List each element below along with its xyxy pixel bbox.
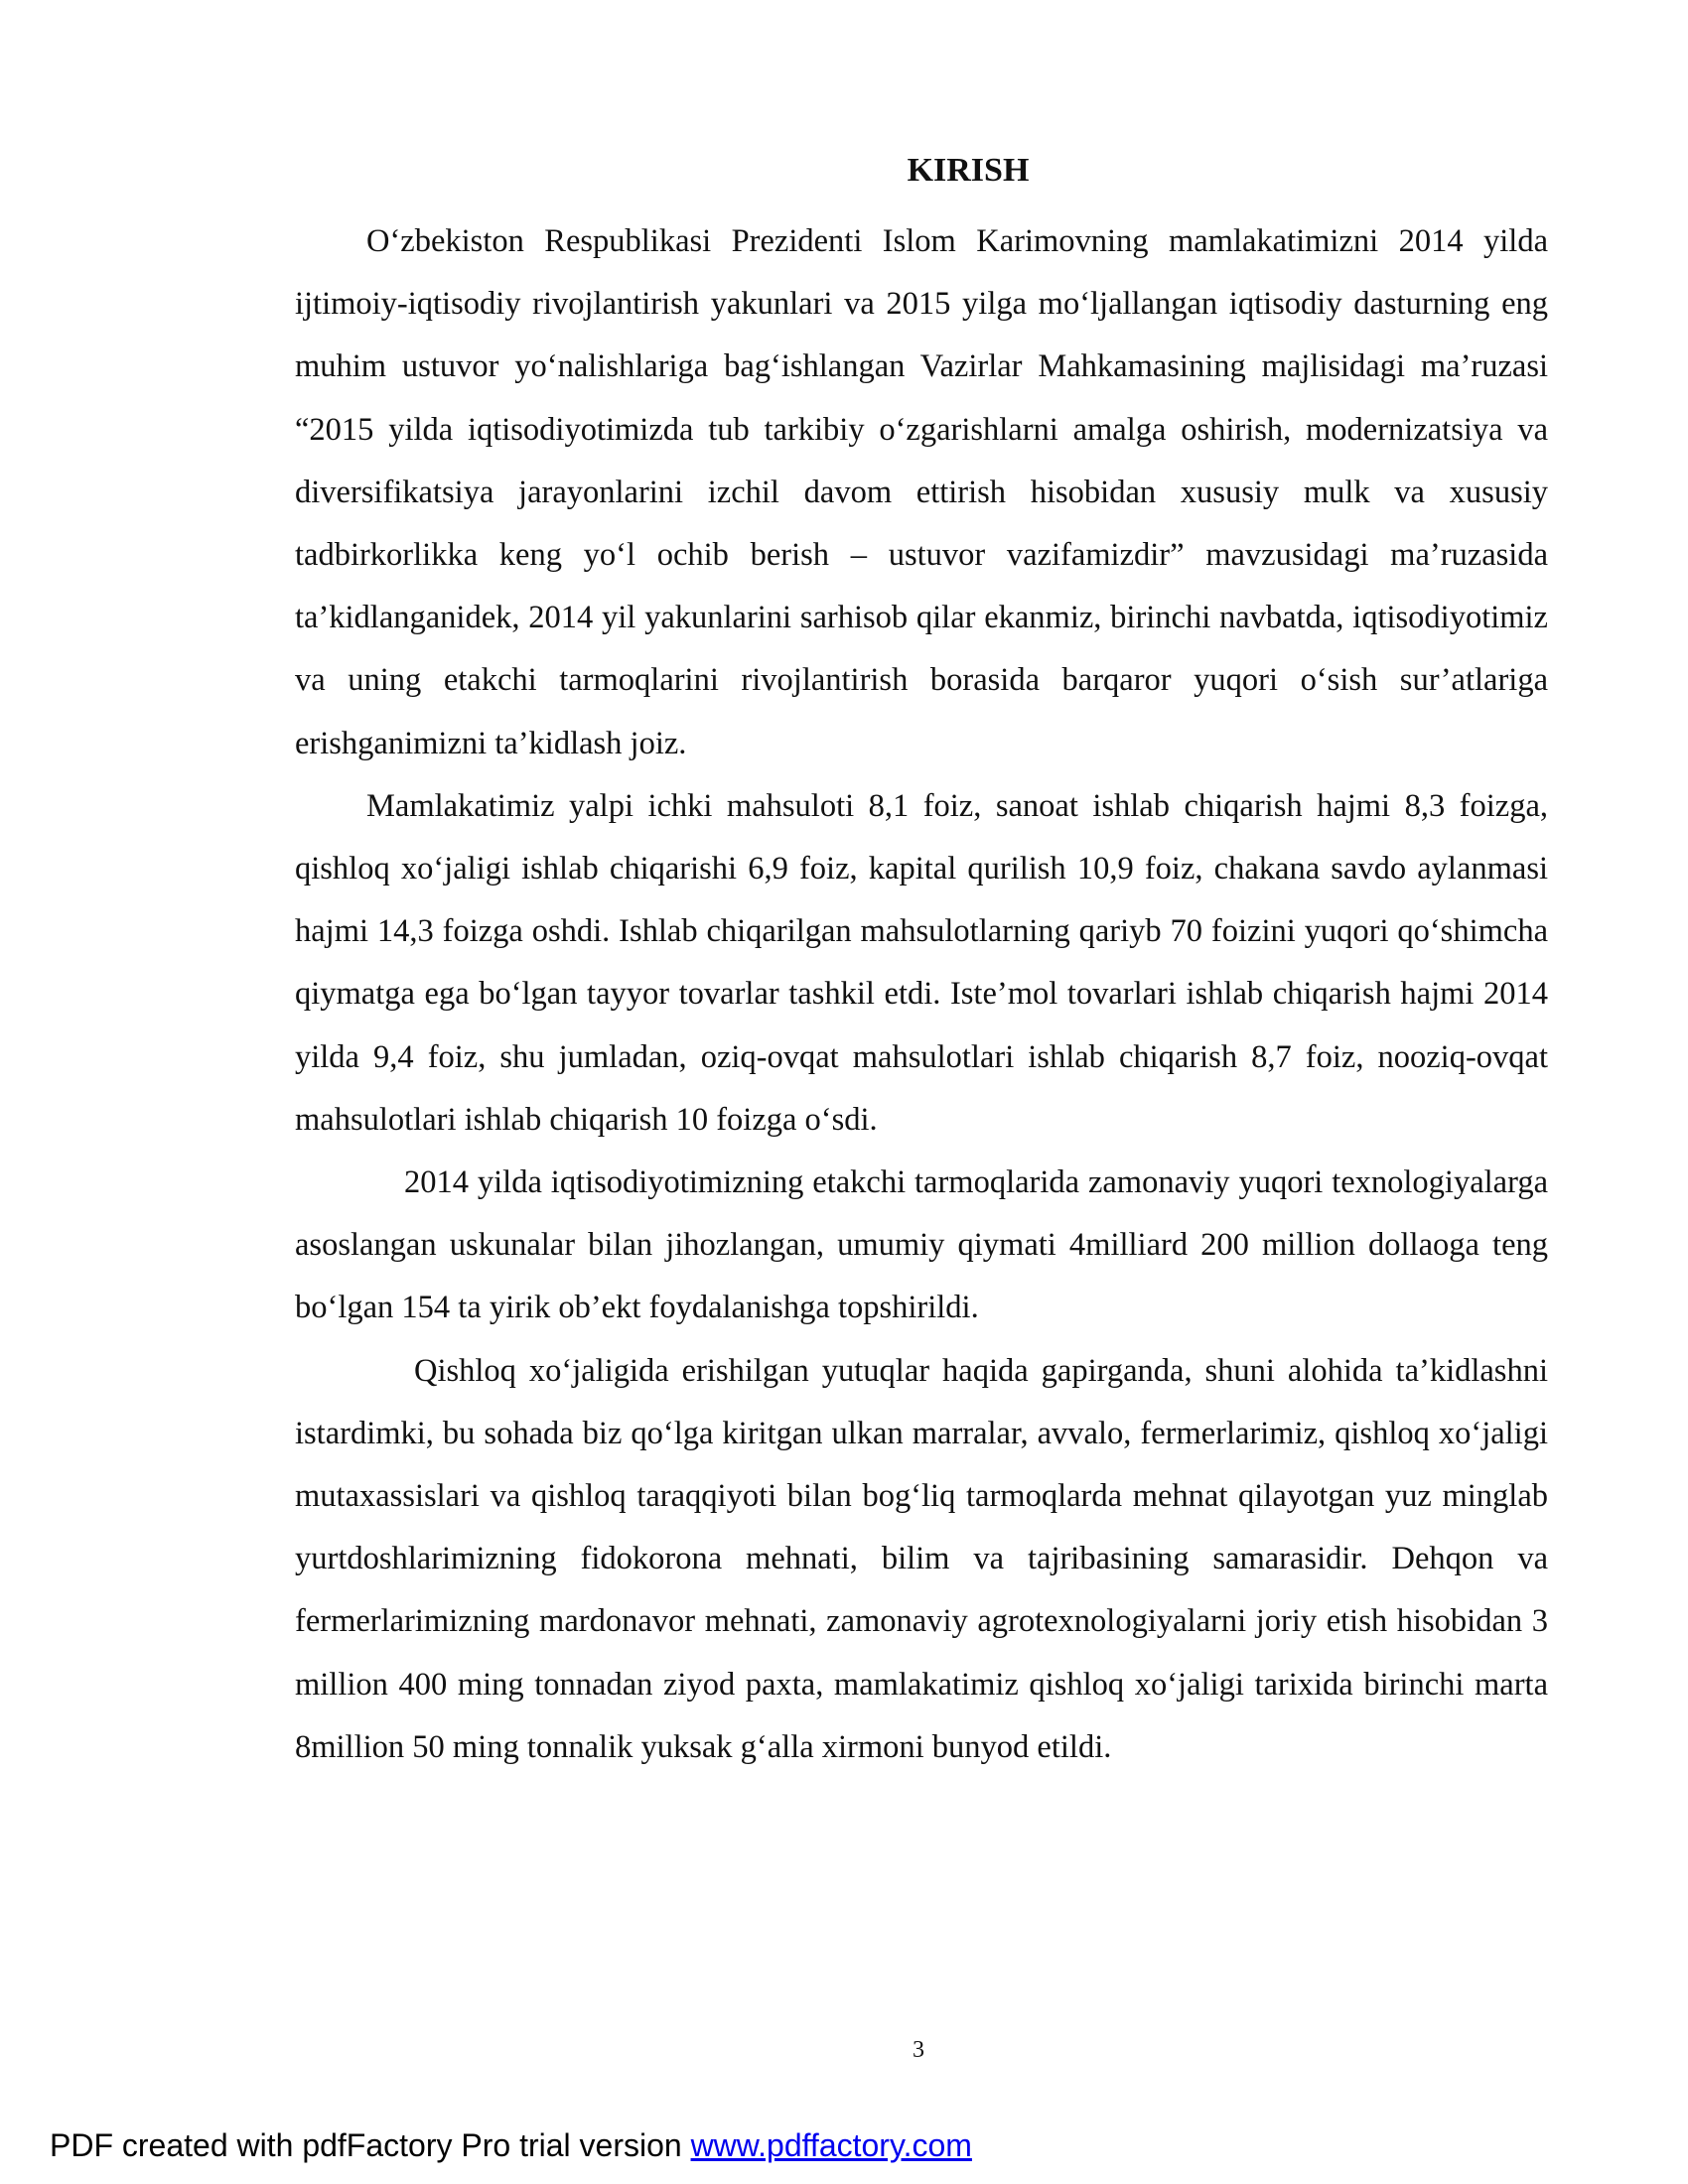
- page-number: 3: [913, 2037, 924, 2063]
- pdf-footer-notice: [50, 2125, 972, 2165]
- body-text: [295, 210, 1548, 1779]
- footer-text: PDF created with pdfFactory Pro trial version: [50, 2127, 691, 2163]
- paragraph-3: 2014 yilda iqtisodiyotimizning etakchi tarmoqlarida zamonaviy yuqori texnologiyalarga asoslangan uskunalar bilan jihozlangan, umumiy qiymati 4milliard 200 million dollaoga teng bo‘lgan 154 ta yirik ob’ekt foydalanishga topshirildi.: [295, 1164, 1548, 1326]
- paragraph-1: O‘zbekiston Respublikasi Prezidenti Islom Karimovning mamlakatimizni 2014 yilda ijtimoiy-iqtisodiy rivojlantirish yakunlari va 2015 yilga mo‘ljallangan iqtisodiy dasturning eng muhim ustuvor yo‘nalishlariga bag‘ishlangan Vazirlar Mahkamasining majlisidagi ma’ruzasi “2015 yilda iqtisodiyotimizda tub tarkibiy o‘zgarishlarni amalga oshirish, modernizatsiya va diversifikatsiya jarayonlarini izchil davom ettirish hisobidan xususiy mulk va xususiy tadbirkorlikka keng yo‘l ochib berish – ustuvor vazifamizdir” mavzusidagi ma’ruzasida ta’kidlanganidek, 2014 yil yakunlarini sarhisob qilar ekanmiz, birinchi navbatda, iqtisodiyotimiz va uning etakchi tarmoqlarini rivojlantirish borasida barqaror yuqori o‘sish sur’atlariga erishganimizni ta’kidlash joiz.: [295, 223, 1548, 761]
- section-heading: KIRISH: [907, 152, 1030, 189]
- paragraph-4: Qishloq xo‘jaligida erishilgan yutuqlar haqida gapirganda, shuni alohida ta’kidlashni istardimki, bu sohada biz qo‘lga kiritgan ulkan marralar, avvalo, fermerlarimiz, qishloq xo‘jaligi mutaxassislari va qishloq taraqqiyoti bilan bog‘liq tarmoqlarda mehnat qilayotgan yuz minglab yurtdoshlarimizning fidokorona mehnati, bilim va tajribasining samarasidir. Dehqon va fermerlarimizning mardonavor mehnati, zamonaviy agrotexnologiyalarni joriy etish hisobidan 3 million 400 ming tonnadan ziyod paxta, mamlakatimiz qishloq xo‘jaligi tarixida birinchi marta 8million 50 ming tonnalik yuksak g‘alla xirmoni bunyod etildi.: [295, 1352, 1548, 1765]
- footer-link[interactable]: www.pdffactory.com: [690, 2127, 972, 2163]
- paragraph-2: Mamlakatimiz yalpi ichki mahsuloti 8,1 foiz, sanoat ishlab chiqarish hajmi 8,3 foizga, qishloq xo‘jaligi ishlab chiqarishi 6,9 foiz, kapital qurilish 10,9 foiz, chakana savdo aylanmasi hajmi 14,3 foizga oshdi. Ishlab chiqarilgan mahsulotlarning qariyb 70 foizini yuqori qo‘shimcha qiymatga ega bo‘lgan tayyor tovarlar tashkil etdi. Iste’mol tovarlari ishlab chiqarish hajmi 2014 yilda 9,4 foiz, shu jumladan, oziq-ovqat mahsulotlari ishlab chiqarish 8,7 foiz, nooziq-ovqat mahsulotlari ishlab chiqarish 10 foizga o‘sdi.: [295, 787, 1548, 1138]
